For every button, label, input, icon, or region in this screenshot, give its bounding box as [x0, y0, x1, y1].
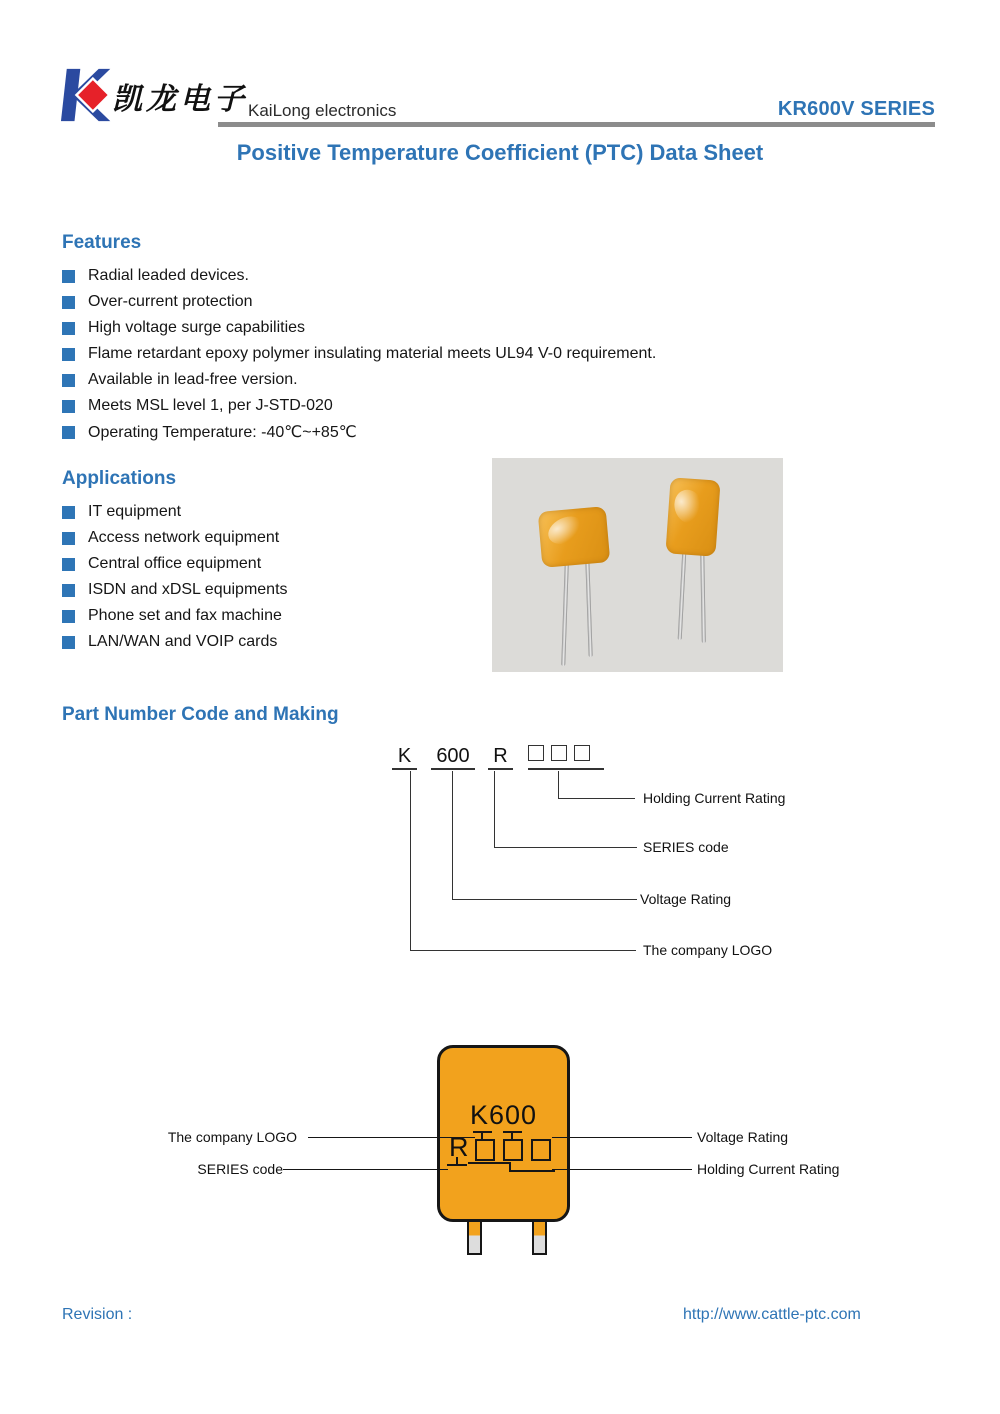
marking-series-char: R [449, 1132, 469, 1162]
code-voltage-chars: 600 [431, 745, 475, 770]
list-item [62, 525, 482, 551]
marking-digit-box [503, 1139, 523, 1161]
features-list [62, 263, 822, 445]
application-text: Central office equipment [88, 555, 262, 572]
callout-holding-label: Holding Current Rating [643, 790, 786, 806]
marking-k600: K600 [469, 1100, 538, 1130]
part-number-heading: Part Number Code and Making [62, 704, 339, 725]
bracket-mark [468, 1162, 510, 1164]
marking-series-label: SERIES code [197, 1161, 283, 1177]
code-series-char: R [488, 745, 513, 770]
product-photo [492, 458, 783, 672]
digit-box [551, 745, 567, 761]
tick-mark [511, 1131, 513, 1139]
callout-line [552, 1169, 692, 1170]
square-bullet-icon [62, 270, 75, 283]
list-item [62, 263, 822, 289]
code-logo-char: K [392, 745, 417, 770]
list-item [62, 629, 482, 655]
applications-section [62, 468, 482, 655]
revision-label: Revision : [62, 1306, 133, 1323]
website-link[interactable]: http://www.cattle-ptc.com [683, 1306, 861, 1323]
square-bullet-icon [62, 400, 75, 413]
highlight [544, 511, 589, 550]
feature-text: Flame retardant epoxy polymer insulating material meets UL94 V-0 requirement. [88, 345, 657, 362]
square-bullet-icon [62, 374, 75, 387]
applications-heading: Applications [62, 468, 177, 489]
square-bullet-icon [62, 584, 75, 597]
marking-holding-label: Holding Current Rating [697, 1161, 840, 1177]
square-bullet-icon [62, 610, 75, 623]
callout-voltage-label: Voltage Rating [640, 891, 732, 907]
list-item [62, 341, 822, 367]
page-title: Positive Temperature Coefficient (PTC) Data Sheet [236, 140, 764, 165]
callout-connector [410, 771, 636, 951]
feature-text: High voltage surge capabilities [88, 319, 306, 336]
callout-line [552, 1137, 692, 1138]
series-label: KR600V SERIES [777, 98, 935, 120]
feature-text: Available in lead-free version. [88, 371, 298, 388]
feature-text: Over-current protection [88, 293, 253, 310]
feature-text: Operating Temperature: -40℃~+85℃ [88, 424, 357, 441]
application-text: Phone set and fax machine [88, 607, 282, 624]
callout-series-label: SERIES code [643, 839, 729, 855]
device-lead [561, 562, 569, 666]
callout-line [283, 1169, 448, 1170]
bracket-mark [509, 1162, 555, 1172]
application-text: ISDN and xDSL equipments [88, 581, 288, 598]
tick-mark [481, 1131, 483, 1139]
application-text: LAN/WAN and VOIP cards [88, 633, 278, 650]
header-rule [218, 122, 935, 127]
list-item [62, 289, 822, 315]
digit-box [574, 745, 590, 761]
list-item [62, 551, 482, 577]
list-item [62, 577, 482, 603]
device-lead [467, 1219, 482, 1255]
code-digit-boxes [528, 745, 604, 770]
square-bullet-icon [62, 506, 75, 519]
square-bullet-icon [62, 426, 75, 439]
list-item [62, 419, 822, 445]
marking-digit-box [475, 1139, 495, 1161]
tick-mark [447, 1164, 467, 1166]
square-bullet-icon [62, 322, 75, 335]
marking-digit-box [531, 1139, 551, 1161]
company-name: KaiLong electronics [248, 101, 397, 120]
highlight [671, 486, 707, 526]
square-bullet-icon [62, 348, 75, 361]
device-lead [585, 561, 592, 657]
callout-logo-label: The company LOGO [643, 942, 773, 958]
logo-chinese-text: 凯龙电子 [112, 82, 248, 117]
ptc-device-right [665, 477, 720, 556]
feature-text: Meets MSL level 1, per J-STD-020 [88, 397, 333, 414]
feature-text: Radial leaded devices. [88, 267, 249, 284]
applications-list [62, 499, 482, 655]
square-bullet-icon [62, 296, 75, 309]
marking-logo-label: The company LOGO [167, 1129, 297, 1145]
features-heading: Features [62, 232, 142, 253]
square-bullet-icon [62, 558, 75, 571]
square-bullet-icon [62, 636, 75, 649]
device-lead [700, 550, 706, 643]
list-item [62, 315, 822, 341]
list-item [62, 367, 822, 393]
device-lead [678, 550, 687, 640]
list-item [62, 499, 482, 525]
list-item [62, 393, 822, 419]
features-section [62, 232, 822, 445]
digit-box [528, 745, 544, 761]
application-text: Access network equipment [88, 529, 280, 546]
list-item [62, 603, 482, 629]
marking-voltage-label: Voltage Rating [697, 1129, 789, 1145]
kailong-logo-icon [60, 68, 118, 122]
device-lead [532, 1219, 547, 1255]
square-bullet-icon [62, 532, 75, 545]
callout-line [308, 1137, 475, 1138]
ptc-device-left [538, 506, 611, 568]
application-text: IT equipment [88, 503, 182, 520]
